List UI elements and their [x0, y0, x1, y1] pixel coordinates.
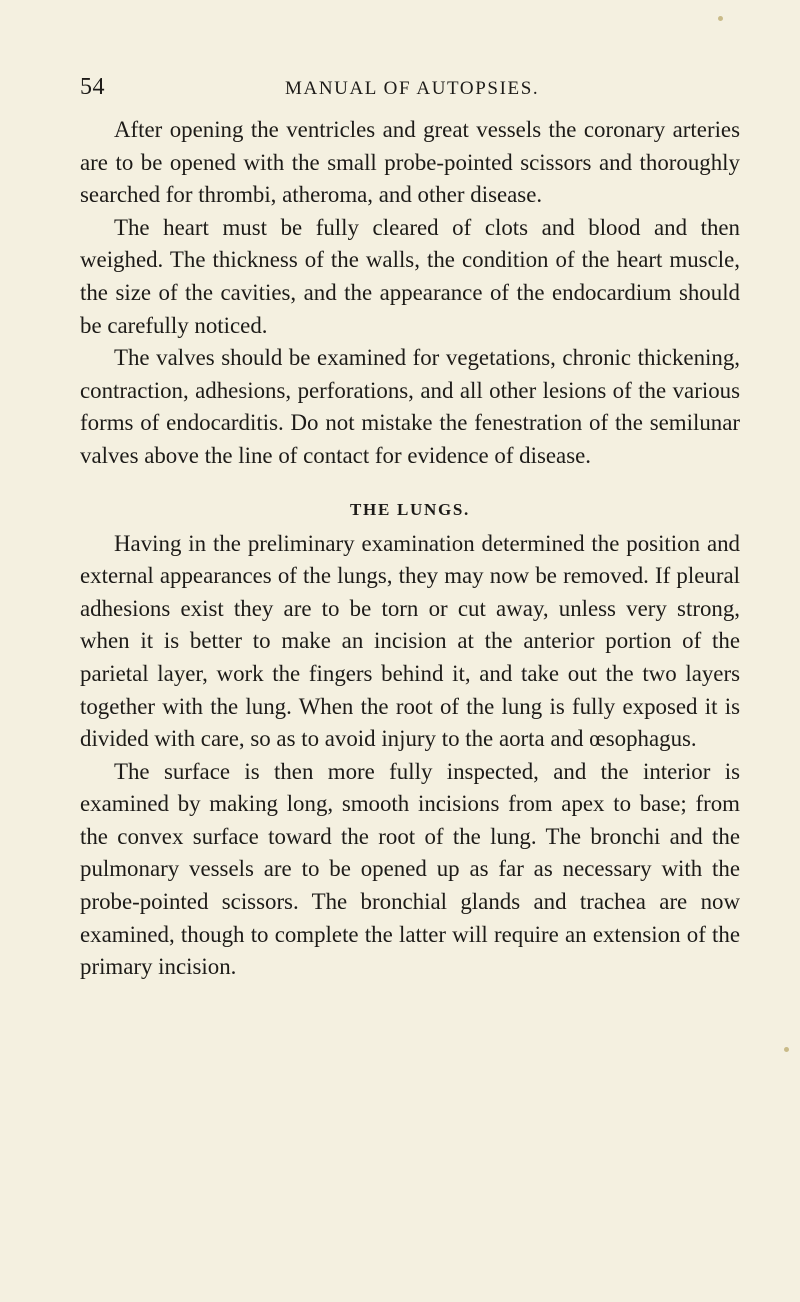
paragraph: The valves should be examined for vegetations, chronic thickening, contraction, adhesions, perforations, and all other lesions of the various forms of endocarditis. Do not mistake the fenestration of the semilunar valves above the line of contact for evidence of disease.: [80, 345, 740, 468]
paragraph: Having in the preliminary examination determined the position and external appearances of the lungs, they may now be removed. If pleural adhesions exist they are to be torn or cut away, unless very strong, when it is better to make an incision at the anterior portion of the parietal layer, work the fingers behind it, and take out the two layers together with the lung. When the root of the lung is fully exposed it is divided with care, so as to avoid injury to the aorta and œsophagus.: [80, 530, 740, 752]
body-text: [80, 114, 740, 984]
section-heading: THE LUNGS.: [350, 499, 470, 519]
running-head: MANUAL OF AUTOPSIES.: [285, 78, 540, 99]
paper-spot: [718, 16, 723, 21]
paper-spot: [784, 1047, 789, 1052]
paragraph: The surface is then more fully inspected, and the interior is examined by making long, smooth incisions from apex to base; from the convex surface toward the root of the lung. The bronchi and the pulmonary vessels are to be opened up as far as necessary with the probe-pointed scissors. The bronchial glands and trachea are now examined, though to complete the latter will require an extension of the primary incision.: [80, 758, 740, 980]
page-number: 54: [80, 74, 105, 100]
paragraph: After opening the ventricles and great vessels the coronary arteries are to be opened with the small probe-pointed scissors and thoroughly searched for thrombi, atheroma, and other disease.: [80, 117, 740, 208]
page-header: [80, 74, 740, 108]
paragraph: The heart must be fully cleared of clots and blood and then weighed. The thickness of the walls, the condition of the heart muscle, the size of the cavities, and the appearance of the endocardium should be carefully noticed.: [80, 214, 740, 338]
